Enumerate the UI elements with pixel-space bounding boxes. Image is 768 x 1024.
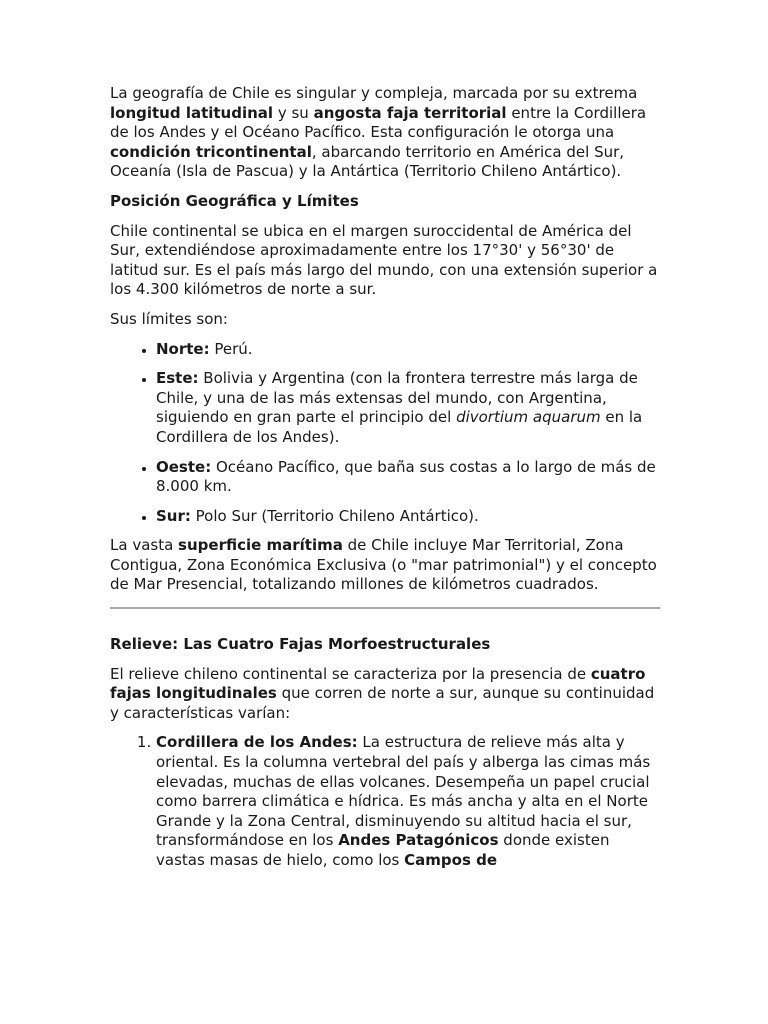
bold-term: condición tricontinental [110, 142, 312, 161]
limit-label: Este: [156, 369, 199, 388]
limit-text: Bolivia y Argentina (con la frontera terrestre más larga de Chile, y una de las más extensas del mundo, con Argentina, siguiendo en gran parte el principio del [156, 369, 638, 427]
bold-term: angosta faja territorial [313, 103, 507, 122]
italic-term: divortium aquarum [456, 408, 601, 427]
text-run: El relieve chileno continental se caracteriza por la presencia de [110, 664, 591, 683]
list-item-oeste [156, 458, 660, 497]
document-page [110, 84, 660, 881]
relief-intro-paragraph [110, 665, 660, 724]
list-item-sur [156, 507, 660, 527]
text-run: de Chile incluye Mar Territorial, Zona Contigua, Zona Económica Exclusiva (o "mar patrimonial") y el concepto de Mar Presencial, totalizando millones de kilómetros cuadrados. [110, 536, 657, 594]
section-heading-posicion: Posición Geográfica y Límites [110, 191, 359, 210]
text-run: La estructura de relieve más alta y oriental. Es la columna vertebral del país y alberga las cimas más elevadas, muchas de ellas volcanes. Desempeña un papel crucial como barrera climática e hídrica. Es más ancha y alta en el Norte Grande y la Zona Central, disminuyendo su altitud hacia el sur, transformándose en los [156, 733, 651, 850]
limit-text: Perú. [209, 339, 253, 358]
limit-text: en la Cordillera de los Andes). [156, 408, 643, 446]
text-run: y su [273, 103, 314, 122]
position-paragraph: Chile continental se ubica en el margen suroccidental de América del Sur, extendiéndose aproximadamente entre los 17°30' y 56°30' de latitud sur. Es el país más largo del mundo, con una extensión superior a los 4.300 kilómetros de norte a sur. [110, 221, 658, 299]
list-item-este [156, 369, 660, 447]
limit-label: Oeste: [156, 457, 212, 476]
text-run: donde existen vastas masas de hielo, como los [156, 831, 610, 869]
limit-label: Norte: [156, 339, 210, 358]
text-run: , abarcando territorio en América del Sur, Oceanía (Isla de Pascua) y la Antártica (Territorio Chileno Antártico). [110, 142, 625, 181]
list-item-cordillera [156, 733, 660, 870]
limit-text: Océano Pacífico, que baña sus costas a lo largo de más de 8.000 km. [156, 457, 656, 496]
limits-list [110, 340, 660, 527]
limit-text: Polo Sur (Territorio Chileno Antártico). [190, 506, 479, 525]
relief-list [110, 733, 660, 870]
maritime-paragraph [110, 536, 660, 595]
bold-term: Campos de [404, 851, 498, 869]
bold-term: superficie marítima [178, 536, 343, 555]
section-heading-relieve: Relieve: Las Cuatro Fajas Morfoestructurales [110, 635, 491, 654]
bold-term: longitud latitudinal [110, 103, 274, 122]
text-run: La vasta [110, 536, 179, 555]
limit-label: Sur: [156, 506, 191, 525]
text-run: que corren de norte a sur, aunque su continuidad y características varían: [110, 684, 655, 722]
item-label: Cordillera de los Andes: [156, 733, 358, 752]
text-run: entre la Cordillera de los Andes y el Océano Pacífico. Esta configuración le otorga una [110, 103, 647, 142]
bold-term: Andes Patagónicos [338, 831, 499, 850]
bold-term: cuatro fajas longitudinales [110, 664, 646, 703]
limits-intro: Sus límites son: [110, 309, 228, 328]
section-divider [110, 607, 660, 609]
list-item-norte [156, 340, 660, 360]
intro-paragraph [110, 84, 660, 182]
text-run: La geografía de Chile es singular y compleja, marcada por su extrema [110, 84, 638, 102]
